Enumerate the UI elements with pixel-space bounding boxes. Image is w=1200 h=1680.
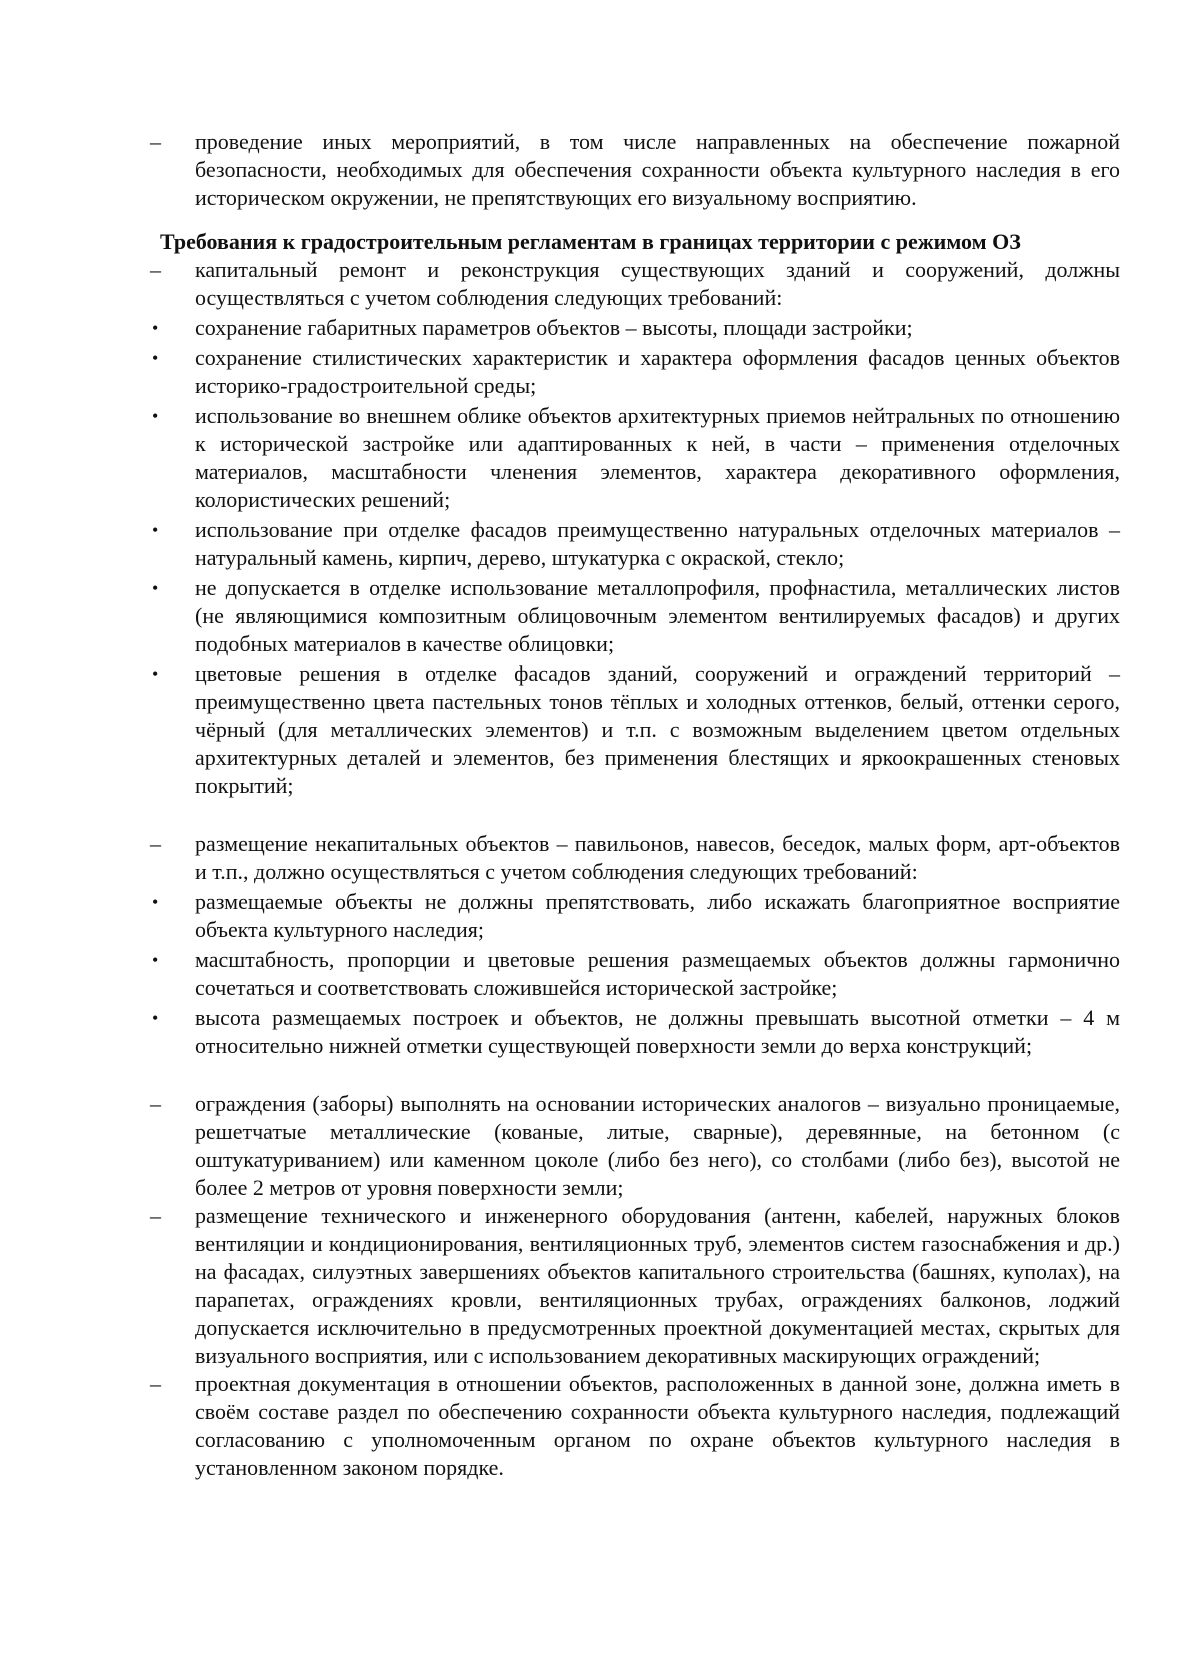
bullet-text: цветовые решения в отделке фасадов зданий, сооружений и ограждений территорий – преимущественно цвета пастельных тонов тёплых и холодных оттенков, белый, оттенки серого, чёрный (для металлических элементов) и т.п. с возможным выделением цветом отдельных архитектурных деталей и элементов, без применения блестящих и яркоокрашенных стеновых покрытий; [195,661,1120,798]
bullet-text: масштабность, пропорции и цветовые решения размещаемых объектов должны гармонично сочетаться и соответствовать сложившейся исторической застройке; [195,947,1120,1000]
dash-marker: – [150,1371,161,1396]
dash-marker: – [150,1091,161,1116]
dash-marker: – [150,1203,161,1228]
sub-list-capital-repair [150,314,1120,800]
bullet-marker: • [152,892,159,912]
bullet-item [150,660,1120,800]
bullet-item [150,314,1120,342]
bullet-marker: • [152,520,159,540]
bullet-text: сохранение стилистических характеристик и характера оформления фасадов ценных объектов историко-градостроительной среды; [195,345,1120,398]
list-item-text: капитальный ремонт и реконструкция существующих зданий и сооружений, должны осуществляться с учетом соблюдения следующих требований: [195,257,1120,310]
bullet-item [150,402,1120,514]
list-item-technical-equipment [150,1202,1120,1370]
bullet-item [150,946,1120,1002]
list-item-temporary-objects [150,830,1120,886]
bullet-marker: • [152,318,159,338]
bullet-text: размещаемые объекты не должны препятствовать, либо искажать благоприятное восприятие объекта культурного наследия; [195,889,1120,942]
bullet-text: высота размещаемых построек и объектов, не должны превышать высотной отметки – 4 м относительно нижней отметки существующей поверхности земли до верха конструкций; [195,1005,1120,1058]
section-heading: Требования к градостроительным регламентам в границах территории с режимом ОЗ [160,229,1021,254]
bullet-marker: • [152,664,159,684]
list-item-text: проектная документация в отношении объектов, расположенных в данной зоне, должна иметь в своём составе раздел по обеспечению сохранности объекта культурного наследия, подлежащий согласованию с уполномоченным органом по охране объектов культурного наследия в установленном законом порядке. [195,1371,1120,1480]
bullet-text: использование при отделке фасадов преимущественно натуральных отделочных материалов – натуральный камень, кирпич, дерево, штукатурка с окраской, стекло; [195,517,1120,570]
bullet-marker: • [152,578,159,598]
bullet-text: использование во внешнем облике объектов архитектурных приемов нейтральных по отношению к исторической застройке или адаптированных к ней, в части – применения отделочных материалов, масштабности членения элементов, характера декоративного оформления, колористических решений; [195,403,1120,512]
document-body [150,128,1120,1482]
bullet-text: сохранение габаритных параметров объектов – высоты, площади застройки; [195,315,913,340]
list-item-project-documentation [150,1370,1120,1482]
bullet-item [150,1004,1120,1060]
bullet-item [150,344,1120,400]
bullet-text: не допускается в отделке использование металлопрофиля, профнастила, металлических листов (не являющимися композитным облицовочным элементом вентилируемых фасадов) и других подобных материалов в качестве облицовки; [195,575,1120,656]
dash-marker: – [150,831,161,856]
bullet-item [150,888,1120,944]
bullet-item [150,574,1120,658]
bullet-marker: • [152,950,159,970]
list-item-text: ограждения (заборы) выполнять на основании исторических аналогов – визуально проницаемые, решетчатые металлические (кованые, литые, сварные), деревянные, на бетонном (с оштукатуриванием) или каменном цоколе (либо без него), со столбами (либо без), высотой не более 2 метров от уровня поверхности земли; [195,1091,1120,1200]
list-item-intro [150,128,1120,212]
sub-list-temporary-objects [150,888,1120,1060]
bullet-item [150,516,1120,572]
dash-marker: – [150,129,161,154]
dash-marker: – [150,257,161,282]
bullet-marker: • [152,406,159,426]
bullet-marker: • [152,1008,159,1028]
bullet-marker: • [152,348,159,368]
list-item-capital-repair [150,256,1120,312]
list-item-fences [150,1090,1120,1202]
list-item-text: проведение иных мероприятий, в том числе направленных на обеспечение пожарной безопасности, необходимых для обеспечения сохранности объекта культурного наследия в его историческом окружении, не препятствующих его визуальному восприятию. [195,129,1120,210]
list-item-text: размещение технического и инженерного оборудования (антенн, кабелей, наружных блоков вентиляции и кондиционирования, вентиляционных труб, элементов систем газоснабжения и др.) на фасадах, силуэтных завершениях объектов капитального строительства (башнях, куполах), на парапетах, ограждениях кровли, вентиляционных трубах, ограждениях балконов, лоджий допускается исключительно в предусмотренных проектной документацией местах, скрытых для визуального восприятия, или с использованием декоративных маскирующих ограждений; [195,1203,1120,1368]
list-item-text: размещение некапитальных объектов – павильонов, навесов, беседок, малых форм, арт-объектов и т.п., должно осуществляться с учетом соблюдения следующих требований: [195,831,1120,884]
